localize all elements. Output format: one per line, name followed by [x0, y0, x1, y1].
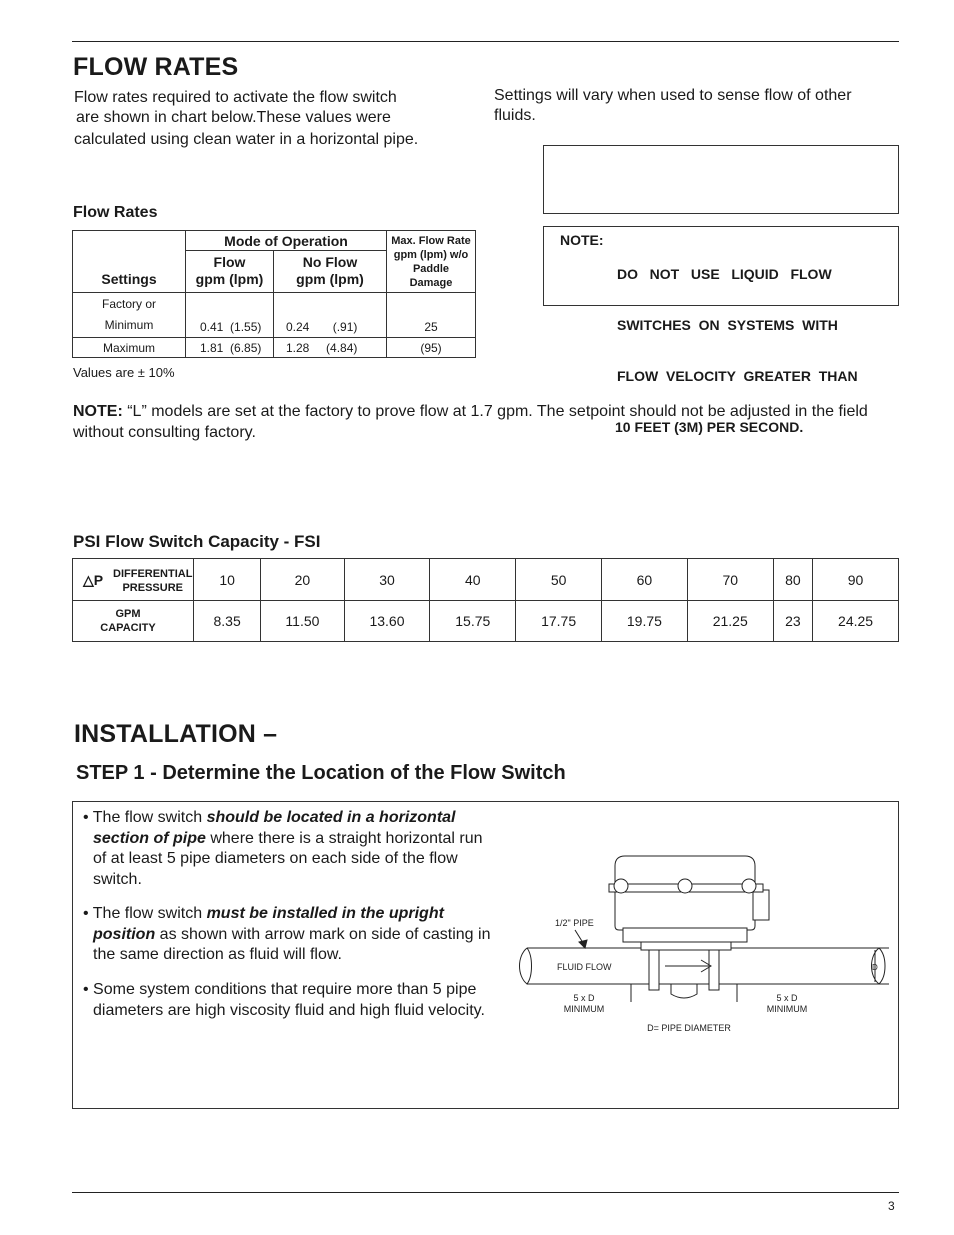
psi-capacity-cell: 15.75 [430, 601, 516, 642]
delta-p-symbol: △P [83, 572, 104, 588]
row-maximum-flow: 1.81 (6.85) [186, 338, 274, 358]
flow-header [186, 251, 274, 293]
psi-capacity-row [73, 601, 899, 642]
bullet-1-bold: should be located in a horizontal section of pipe [93, 809, 456, 847]
warning-line-2: SWITCHES ON SYSTEMS WITH [617, 317, 838, 333]
psi-pressure-label-text [113, 567, 192, 595]
row-maximum-noflow: 1.28 (4.84) [274, 338, 387, 358]
psi-capacity-cell: 8.35 [194, 601, 261, 642]
psi-pressure-cell: 30 [344, 559, 430, 601]
psi-capacity-cell: 17.75 [516, 601, 602, 642]
psi-table-title: PSI Flow Switch Capacity - FSI [73, 532, 321, 551]
switch-body [659, 950, 709, 984]
intro-line-2: are shown in chart below.These values were [76, 109, 391, 126]
psi-pressure-cell: 10 [194, 559, 261, 601]
right-minimum-b: MINIMUM [766, 1004, 808, 1014]
right-minimum-a: 5 x D [776, 993, 798, 1003]
installation-diagram [513, 842, 893, 1042]
tolerance-note: Values are ± 10% [73, 365, 175, 380]
warning-line-1: DO NOT USE LIQUID FLOW [617, 266, 832, 282]
row-minimum-label [73, 293, 186, 338]
switch-neck [641, 942, 731, 950]
housing-bolt-left [614, 879, 628, 893]
bullet-2-bold: must be installed in the upright position [93, 905, 444, 943]
psi-pressure-label-b: PRESSURE [122, 582, 183, 594]
max-flow-header-1: Max. Flow Rate [391, 234, 471, 247]
bullet-3-text: Some system conditions that require more than 5 pipe diameters are high viscosity fluid and high fluid velocity. [93, 981, 485, 1019]
mode-header: Mode of Operation [186, 231, 387, 251]
psi-capacity-cell: 19.75 [602, 601, 688, 642]
diameter-label: D [872, 963, 878, 972]
left-minimum-a: 5 x D [573, 993, 595, 1003]
row-minimum-flow: 0.41 (1.55) [186, 293, 274, 338]
page-number: 3 [888, 1199, 895, 1213]
bullet-2-post: as shown with arrow mark on side of casting in the same direction as fluid will flow. [93, 925, 491, 963]
settings-note: Settings will vary when used to sense flow of other fluids. [494, 87, 852, 124]
factory-note-text: “L” models are set at the factory to prove flow at 1.7 gpm. The setpoint should not be adjusted in the field without consulting factory. [73, 403, 868, 441]
psi-capacity-cell: 23 [773, 601, 812, 642]
top-rule [72, 41, 899, 42]
noflow-header-1: No Flow [302, 254, 358, 270]
housing-bolt-middle [678, 879, 692, 893]
psi-pressure-cell: 40 [430, 559, 516, 601]
row-minimum-noflow: 0.24 (.91) [274, 293, 387, 338]
warning-box [543, 226, 899, 435]
warning-label: NOTE: [560, 232, 604, 248]
pipe-label: 1/2" PIPE [555, 918, 594, 928]
psi-capacity-cell: 24.25 [813, 601, 899, 642]
row-minimum-label-b: Minimum [104, 318, 154, 332]
diagram-caption: D= PIPE DIAMETER [647, 1023, 731, 1033]
noflow-header [274, 251, 387, 293]
psi-capacity-cell: 11.50 [261, 601, 344, 642]
bullet-1-pre: The flow switch [92, 809, 207, 826]
noflow-header-2: gpm (lpm) [296, 271, 364, 287]
psi-pressure-cell: 20 [261, 559, 344, 601]
switch-drain [671, 984, 697, 998]
psi-capacity-cell: 13.60 [344, 601, 430, 642]
max-flow-header-2: gpm (lpm) w/o [393, 248, 469, 261]
settings-header-text: Settings [101, 271, 157, 287]
row-minimum-max: 25 [387, 293, 476, 338]
housing-base [623, 928, 747, 942]
psi-pressure-cell: 50 [516, 559, 602, 601]
max-flow-header [387, 231, 476, 293]
factory-note-label: NOTE: [73, 403, 123, 420]
psi-capacity-cell: 21.25 [687, 601, 773, 642]
intro-line-1: Flow rates required to activate the flow switch [74, 89, 397, 106]
psi-pressure-cell: 90 [813, 559, 899, 601]
pipe-pointer-head [579, 940, 587, 948]
psi-capacity-label-a: GPM [115, 608, 141, 620]
installation-box [72, 801, 899, 1109]
pipe-left-break [520, 948, 532, 984]
left-minimum-b: MINIMUM [563, 1004, 605, 1014]
psi-pressure-cell: 80 [773, 559, 812, 601]
psi-pressure-label [73, 559, 194, 601]
settings-header [73, 231, 186, 293]
row-maximum-max: (95) [387, 338, 476, 358]
flow-rates-intro [74, 88, 474, 150]
bullet-2-pre: The flow switch [92, 905, 207, 922]
step-1-title: STEP 1 - Determine the Location of the Flow Switch [76, 762, 566, 784]
bottom-rule [72, 1192, 899, 1193]
warning-line-4: 10 FEET (3M) PER SECOND. [615, 419, 804, 435]
housing-bolt-right [742, 879, 756, 893]
intro-line-3: calculated using clean water in a horizontal pipe. [74, 131, 419, 148]
bullet-1-post: where there is a straight horizontal run of at least 5 pipe diameters on each side of the flow switch. [93, 829, 483, 888]
psi-capacity-label [73, 601, 194, 642]
bullet-1: • The flow switch should be located in a horizontal section of pipe where there is a straight horizontal run of at least 5 pipe diameters on each side of the flow switch. [83, 809, 483, 888]
psi-table [72, 558, 899, 642]
flow-rates-table-title: Flow Rates [73, 204, 158, 221]
installation-heading: INSTALLATION – [74, 720, 278, 748]
psi-pressure-row [73, 559, 899, 601]
housing-side-box [753, 890, 769, 920]
fluid-flow-label: FLUID FLOW [557, 962, 612, 972]
flow-rates-table [72, 230, 476, 358]
blank-box [543, 145, 899, 214]
psi-capacity-label-b: CAPACITY [100, 622, 156, 634]
row-minimum-label-a: Factory or [101, 297, 156, 311]
bullet-2: • The flow switch must be installed in the upright position as shown with arrow mark on side of casting in the same direction as fluid will flow. [83, 905, 491, 963]
row-maximum-label: Maximum [73, 338, 186, 358]
bullet-3: • Some system conditions that require more than 5 pipe diameters are high viscosity fluid and high fluid velocity. [83, 981, 485, 1019]
flow-header-1: Flow [213, 254, 246, 270]
factory-note [73, 401, 873, 443]
psi-pressure-cell: 70 [687, 559, 773, 601]
psi-pressure-label-a: DIFFERENTIAL [113, 568, 193, 580]
pipe-coupling-left [649, 950, 659, 990]
flow-header-2: gpm (lpm) [195, 271, 264, 287]
flow-rates-heading: FLOW RATES [73, 53, 239, 81]
psi-pressure-cell: 60 [602, 559, 688, 601]
pipe-coupling-right [709, 950, 719, 990]
max-flow-header-3: Paddle Damage [409, 262, 453, 289]
warning-line-3: FLOW VELOCITY GREATER THAN [617, 368, 858, 384]
